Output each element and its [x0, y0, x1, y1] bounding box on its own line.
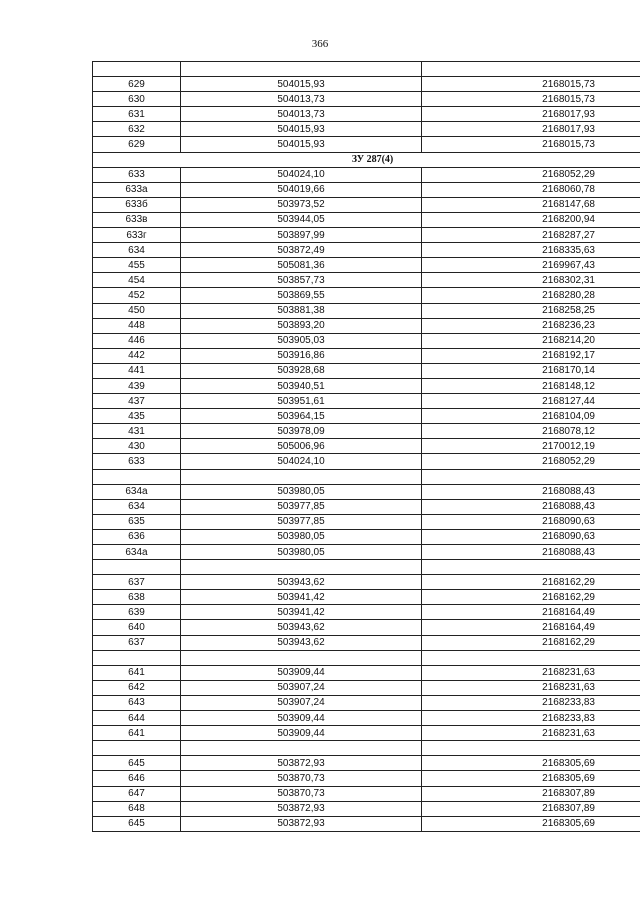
empty-cell — [422, 741, 640, 756]
x-coordinate-cell: 503980,05 — [181, 484, 422, 499]
empty-cell — [93, 560, 181, 575]
point-number-cell: 633 — [93, 167, 181, 182]
blank-separator-row — [93, 62, 640, 77]
y-coordinate-cell: 2168170,14 — [422, 363, 640, 378]
y-coordinate-cell: 2168231,63 — [422, 726, 640, 741]
x-coordinate-cell: 504013,73 — [181, 92, 422, 107]
x-coordinate-cell: 503872,93 — [181, 801, 422, 816]
y-coordinate-cell: 2168017,93 — [422, 122, 640, 137]
point-number-cell: 645 — [93, 756, 181, 771]
table-row — [93, 635, 640, 650]
table-row — [93, 167, 640, 182]
table-row — [93, 273, 640, 288]
y-coordinate-cell: 2168015,73 — [422, 137, 640, 152]
x-coordinate-cell: 503905,03 — [181, 333, 422, 348]
x-coordinate-cell: 503943,62 — [181, 635, 422, 650]
y-coordinate-cell: 2168307,89 — [422, 801, 640, 816]
y-coordinate-cell: 2168236,23 — [422, 318, 640, 333]
x-coordinate-cell: 504015,93 — [181, 122, 422, 137]
y-coordinate-cell: 2168088,43 — [422, 484, 640, 499]
x-coordinate-cell: 503909,44 — [181, 711, 422, 726]
table-row — [93, 605, 640, 620]
y-coordinate-cell: 2168090,63 — [422, 529, 640, 544]
blank-separator-row — [93, 650, 640, 665]
point-number-cell: 635 — [93, 514, 181, 529]
table-row — [93, 484, 640, 499]
point-number-cell: 638 — [93, 590, 181, 605]
table-row — [93, 228, 640, 243]
x-coordinate-cell: 503944,05 — [181, 212, 422, 227]
page-number: 366 — [311, 38, 329, 50]
y-coordinate-cell: 2168305,69 — [422, 771, 640, 786]
x-coordinate-cell: 503870,73 — [181, 771, 422, 786]
x-coordinate-cell: 505006,96 — [181, 439, 422, 454]
y-coordinate-cell: 2168302,31 — [422, 273, 640, 288]
empty-cell — [93, 62, 181, 77]
y-coordinate-cell: 2168214,20 — [422, 333, 640, 348]
x-coordinate-cell: 503872,49 — [181, 243, 422, 258]
point-number-cell: 641 — [93, 665, 181, 680]
point-number-cell: 641 — [93, 726, 181, 741]
point-number-cell: 629 — [93, 77, 181, 92]
empty-cell — [422, 560, 640, 575]
blank-separator-row — [93, 741, 640, 756]
table-row — [93, 318, 640, 333]
x-coordinate-cell: 503872,93 — [181, 816, 422, 831]
point-number-cell: 632 — [93, 122, 181, 137]
y-coordinate-cell: 2168305,69 — [422, 756, 640, 771]
table-row — [93, 107, 640, 122]
x-coordinate-cell: 503907,24 — [181, 695, 422, 710]
table-row — [93, 348, 640, 363]
point-number-cell: 633в — [93, 212, 181, 227]
x-coordinate-cell: 503951,61 — [181, 394, 422, 409]
table-row — [93, 197, 640, 212]
y-coordinate-cell: 2168088,43 — [422, 545, 640, 560]
point-number-cell: 454 — [93, 273, 181, 288]
table-row — [93, 333, 640, 348]
empty-cell — [93, 741, 181, 756]
x-coordinate-cell: 503909,44 — [181, 665, 422, 680]
empty-cell — [93, 650, 181, 665]
y-coordinate-cell: 2168060,78 — [422, 182, 640, 197]
point-number-cell: 646 — [93, 771, 181, 786]
y-coordinate-cell: 2168231,63 — [422, 665, 640, 680]
x-coordinate-cell: 503977,85 — [181, 499, 422, 514]
table-row — [93, 137, 640, 152]
empty-cell — [181, 741, 422, 756]
table-row — [93, 212, 640, 227]
point-number-cell: 629 — [93, 137, 181, 152]
point-number-cell: 446 — [93, 333, 181, 348]
table-row — [93, 363, 640, 378]
y-coordinate-cell: 2168233,83 — [422, 711, 640, 726]
x-coordinate-cell: 503978,09 — [181, 424, 422, 439]
x-coordinate-cell: 503977,85 — [181, 514, 422, 529]
empty-cell — [422, 469, 640, 484]
y-coordinate-cell: 2168015,73 — [422, 92, 640, 107]
table-row — [93, 786, 640, 801]
y-coordinate-cell: 2168192,17 — [422, 348, 640, 363]
y-coordinate-cell: 2168052,29 — [422, 454, 640, 469]
table-row — [93, 771, 640, 786]
point-number-cell: 442 — [93, 348, 181, 363]
x-coordinate-cell: 504013,73 — [181, 107, 422, 122]
table-row — [93, 258, 640, 273]
table-row — [93, 680, 640, 695]
point-number-cell: 640 — [93, 620, 181, 635]
x-coordinate-cell: 503964,15 — [181, 409, 422, 424]
empty-cell — [422, 62, 640, 77]
y-coordinate-cell: 2168164,49 — [422, 620, 640, 635]
x-coordinate-cell: 503943,62 — [181, 575, 422, 590]
x-coordinate-cell: 503870,73 — [181, 786, 422, 801]
point-number-cell: 448 — [93, 318, 181, 333]
empty-cell — [181, 62, 422, 77]
point-number-cell: 441 — [93, 363, 181, 378]
y-coordinate-cell: 2168127,44 — [422, 394, 640, 409]
x-coordinate-cell: 503909,44 — [181, 726, 422, 741]
table-row — [93, 92, 640, 107]
point-number-cell: 435 — [93, 409, 181, 424]
table-row — [93, 711, 640, 726]
table-row — [93, 182, 640, 197]
point-number-cell: 648 — [93, 801, 181, 816]
point-number-cell: 642 — [93, 680, 181, 695]
point-number-cell: 633а — [93, 182, 181, 197]
table-row — [93, 590, 640, 605]
point-number-cell: 631 — [93, 107, 181, 122]
empty-cell — [93, 469, 181, 484]
table-row — [93, 122, 640, 137]
x-coordinate-cell: 504015,93 — [181, 77, 422, 92]
y-coordinate-cell: 2168305,69 — [422, 816, 640, 831]
table-row — [93, 726, 640, 741]
table-row — [93, 378, 640, 393]
y-coordinate-cell: 2168307,89 — [422, 786, 640, 801]
x-coordinate-cell: 503941,42 — [181, 590, 422, 605]
y-coordinate-cell: 2168052,29 — [422, 167, 640, 182]
table-row — [93, 288, 640, 303]
point-number-cell: 633г — [93, 228, 181, 243]
table-row — [93, 575, 640, 590]
point-number-cell: 634а — [93, 545, 181, 560]
point-number-cell: 647 — [93, 786, 181, 801]
point-number-cell: 643 — [93, 695, 181, 710]
y-coordinate-cell: 2170012,19 — [422, 439, 640, 454]
point-number-cell: 645 — [93, 816, 181, 831]
x-coordinate-cell: 503872,93 — [181, 756, 422, 771]
point-number-cell: 439 — [93, 378, 181, 393]
table-row — [93, 756, 640, 771]
section-title: ЗУ 287(4) — [93, 152, 640, 167]
table-row — [93, 545, 640, 560]
y-coordinate-cell: 2168162,29 — [422, 590, 640, 605]
x-coordinate-cell: 503980,05 — [181, 529, 422, 544]
y-coordinate-cell: 2168164,49 — [422, 605, 640, 620]
point-number-cell: 430 — [93, 439, 181, 454]
section-header-row — [93, 152, 640, 167]
coordinates-table-body — [93, 62, 640, 832]
x-coordinate-cell: 503897,99 — [181, 228, 422, 243]
point-number-cell: 633 — [93, 454, 181, 469]
x-coordinate-cell: 503857,73 — [181, 273, 422, 288]
x-coordinate-cell: 503943,62 — [181, 620, 422, 635]
table-row — [93, 620, 640, 635]
point-number-cell: 455 — [93, 258, 181, 273]
x-coordinate-cell: 503916,86 — [181, 348, 422, 363]
y-coordinate-cell: 2168017,93 — [422, 107, 640, 122]
point-number-cell: 452 — [93, 288, 181, 303]
table-row — [93, 499, 640, 514]
y-coordinate-cell: 2168335,63 — [422, 243, 640, 258]
point-number-cell: 637 — [93, 575, 181, 590]
table-row — [93, 409, 640, 424]
x-coordinate-cell: 503980,05 — [181, 545, 422, 560]
y-coordinate-cell: 2168015,73 — [422, 77, 640, 92]
point-number-cell: 634а — [93, 484, 181, 499]
x-coordinate-cell: 504015,93 — [181, 137, 422, 152]
y-coordinate-cell: 2168078,12 — [422, 424, 640, 439]
empty-cell — [181, 469, 422, 484]
table-row — [93, 424, 640, 439]
table-row — [93, 394, 640, 409]
y-coordinate-cell: 2168231,63 — [422, 680, 640, 695]
x-coordinate-cell: 503893,20 — [181, 318, 422, 333]
y-coordinate-cell: 2168280,28 — [422, 288, 640, 303]
table-row — [93, 816, 640, 831]
point-number-cell: 639 — [93, 605, 181, 620]
blank-separator-row — [93, 469, 640, 484]
table-row — [93, 243, 640, 258]
point-number-cell: 634 — [93, 243, 181, 258]
x-coordinate-cell: 504024,10 — [181, 454, 422, 469]
table-row — [93, 439, 640, 454]
x-coordinate-cell: 503973,52 — [181, 197, 422, 212]
x-coordinate-cell: 503941,42 — [181, 605, 422, 620]
y-coordinate-cell: 2168088,43 — [422, 499, 640, 514]
y-coordinate-cell: 2168090,63 — [422, 514, 640, 529]
y-coordinate-cell: 2168148,12 — [422, 378, 640, 393]
y-coordinate-cell: 2168162,29 — [422, 575, 640, 590]
table-row — [93, 303, 640, 318]
x-coordinate-cell: 504019,66 — [181, 182, 422, 197]
x-coordinate-cell: 504024,10 — [181, 167, 422, 182]
y-coordinate-cell: 2168258,25 — [422, 303, 640, 318]
table-row — [93, 514, 640, 529]
point-number-cell: 431 — [93, 424, 181, 439]
y-coordinate-cell: 2168162,29 — [422, 635, 640, 650]
table-row — [93, 77, 640, 92]
point-number-cell: 637 — [93, 635, 181, 650]
point-number-cell: 636 — [93, 529, 181, 544]
empty-cell — [181, 560, 422, 575]
x-coordinate-cell: 503940,51 — [181, 378, 422, 393]
point-number-cell: 630 — [93, 92, 181, 107]
y-coordinate-cell: 2169967,43 — [422, 258, 640, 273]
x-coordinate-cell: 503881,38 — [181, 303, 422, 318]
y-coordinate-cell: 2168104,09 — [422, 409, 640, 424]
y-coordinate-cell: 2168233,83 — [422, 695, 640, 710]
x-coordinate-cell: 503907,24 — [181, 680, 422, 695]
x-coordinate-cell: 505081,36 — [181, 258, 422, 273]
x-coordinate-cell: 503928,68 — [181, 363, 422, 378]
y-coordinate-cell: 2168200,94 — [422, 212, 640, 227]
y-coordinate-cell: 2168147,68 — [422, 197, 640, 212]
table-row — [93, 529, 640, 544]
point-number-cell: 450 — [93, 303, 181, 318]
coordinates-table — [92, 61, 640, 832]
x-coordinate-cell: 503869,55 — [181, 288, 422, 303]
table-row — [93, 695, 640, 710]
blank-separator-row — [93, 560, 640, 575]
table-row — [93, 801, 640, 816]
table-row — [93, 665, 640, 680]
point-number-cell: 633б — [93, 197, 181, 212]
empty-cell — [422, 650, 640, 665]
y-coordinate-cell: 2168287,27 — [422, 228, 640, 243]
point-number-cell: 634 — [93, 499, 181, 514]
empty-cell — [181, 650, 422, 665]
point-number-cell: 644 — [93, 711, 181, 726]
table-row — [93, 454, 640, 469]
point-number-cell: 437 — [93, 394, 181, 409]
